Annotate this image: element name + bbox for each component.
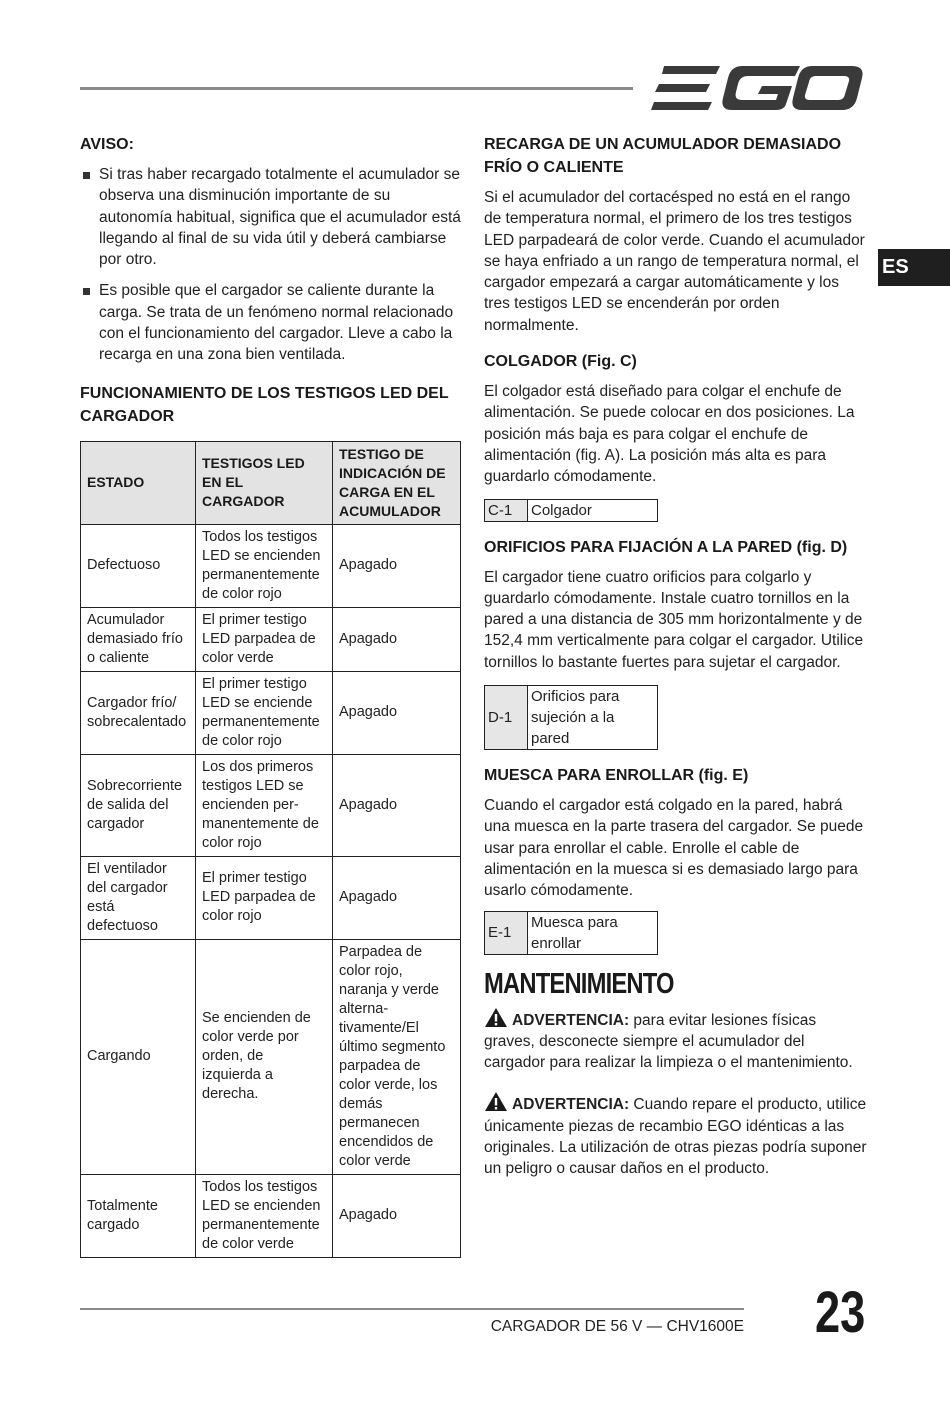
ref-table-d <box>484 685 658 750</box>
header-rule <box>80 87 633 90</box>
bullet-square-icon <box>83 172 90 179</box>
table-cell: Apagado <box>333 524 461 607</box>
table-cell: Apagado <box>333 607 461 671</box>
table-cell: El primer testigo LED se enciende permanentemente de color rojo <box>196 671 333 754</box>
led-heading: FUNCIONAMIENTO DE LOS TESTIGOS LED DEL CARGADOR <box>80 384 449 425</box>
ref-label: Colgador <box>528 499 658 521</box>
colgador-text: El colgador está diseñado para colgar el enchufe de alimentación. Se puede colocar en dos posiciones. La posición más baja es para colgar el enchufe de alimentación (fig. A). La posición más alta es para guardarlo cómodamente. <box>484 383 855 486</box>
table-row <box>81 671 461 754</box>
table-cell: Parpadea de color rojo, naranja y verde alterna-tivamente/El último segmento parpadea de color verde, los demás permanecen encendidos de color verde <box>333 939 461 1174</box>
orificios-text: El cargador tiene cuatro orificios para colgarlo y guardarlo cómodamente. Instale cuatro tornillos en la pared a una distancia de 305 mm horizontalmente y de 152,4 mm verticalmente para colgar el cargador. Utilice tornillos lo bastante fuertes para sujetar el cargador. <box>484 568 864 671</box>
ref-label: Orificios para sujeción a la pared <box>528 686 658 750</box>
footer-title: CARGADOR DE 56 V — CHV1600E <box>490 1318 744 1335</box>
ref-table-c <box>484 499 658 522</box>
table-cell: Defectuoso <box>81 524 196 607</box>
table-cell: El primer testigo LED parpadea de color rojo <box>196 856 333 939</box>
table-row <box>485 686 658 750</box>
table-cell: Sobrecorriente de salida del cargador <box>81 754 196 856</box>
colgador-heading: COLGADOR (Fig. C) <box>484 353 637 371</box>
table-cell: Todos los testigos LED se encienden permanentemente de color rojo <box>196 524 333 607</box>
warning-2 <box>484 1091 869 1179</box>
list-item: Es posible que el cargador se caliente durante la carga. Se trata de un fenómeno normal relacionado con el funcionamiento del cargador. Lleve a cabo la recarga en una zona bien ventilada. <box>80 280 462 365</box>
table-row <box>81 524 461 607</box>
table-cell: Cargador frío/ sobrecalentado <box>81 671 196 754</box>
right-column <box>484 133 869 1180</box>
table-header-row <box>81 441 461 524</box>
ref-key: E-1 <box>485 911 528 954</box>
table-cell: Apagado <box>333 856 461 939</box>
list-item: Si tras haber recargado totalmente el acumulador se observa una disminución importante de su autonomía habitual, significa que el acumulador está llegando al final de su vida útil y deberá cambiarse por otro. <box>80 164 462 270</box>
muesca-text: Cuando el cargador está colgado en la pared, habrá una muesca en la parte trasera del cargador. Se puede usar para enrollar el cable. Enrolle el cable de alimentación en la muesca si es demasiado largo para usarlo cómodamente. <box>484 797 864 900</box>
table-row <box>81 856 461 939</box>
warning-triangle-icon <box>484 1007 508 1028</box>
language-tab: ES <box>878 249 950 286</box>
ref-key: D-1 <box>485 686 528 750</box>
table-cell: Se encienden de color verde por orden, de izquierda a derecha. <box>196 939 333 1174</box>
table-cell: Apagado <box>333 671 461 754</box>
table-row <box>81 754 461 856</box>
column-header: TESTIGOS LED EN EL CARGADOR <box>196 441 333 524</box>
table-cell: Todos los testigos LED se encienden permanentemente de color verde <box>196 1174 333 1257</box>
table-row <box>81 939 461 1174</box>
mantenimiento-heading: MANTENIMIENTO <box>484 967 674 1000</box>
aviso-heading: AVISO: <box>80 136 134 153</box>
table-cell: El ventilador del cargador está defectuoso <box>81 856 196 939</box>
ref-table-e <box>484 911 658 955</box>
table-cell: Acumulador demasiado frío o caliente <box>81 607 196 671</box>
column-header: ESTADO <box>81 441 196 524</box>
ref-key: C-1 <box>485 499 528 521</box>
table-row <box>485 499 658 521</box>
table-row <box>81 607 461 671</box>
table-cell: El primer testigo LED parpadea de color verde <box>196 607 333 671</box>
recarga-text: Si el acumulador del cortacésped no está en el rango de temperatura normal, el primero de los tres testigos LED parpadeará de color verde. Cuando el acumulador se haya enfriado a un rango de temperatura normal, el cargador empezará a cargar automáticamente y los tres testigos LED se encenderán por orden normalmente. <box>484 189 865 334</box>
table-cell: Cargando <box>81 939 196 1174</box>
page-number: 23 <box>815 1280 866 1345</box>
table-cell: Los dos primeros testigos LED se encienden per-manentemente de color rojo <box>196 754 333 856</box>
table-row <box>485 911 658 954</box>
ego-logo <box>650 62 865 114</box>
table-cell: Apagado <box>333 1174 461 1257</box>
recarga-heading: RECARGA DE UN ACUMULADOR DEMASIADO FRÍO O CALIENTE <box>484 136 842 176</box>
table-row <box>81 1174 461 1257</box>
warning-1 <box>484 1007 869 1074</box>
table-cell: Totalmente cargado <box>81 1174 196 1257</box>
led-status-table <box>80 441 461 1258</box>
bullet-square-icon <box>83 288 90 295</box>
left-column <box>80 133 462 1258</box>
warning-label: ADVERTENCIA: <box>512 1096 630 1114</box>
ref-label: Muesca para enrollar <box>528 911 658 954</box>
footer-rule <box>80 1308 744 1310</box>
warning-text: Cuando repare el producto, utilice únicamente piezas de recambio EGO idénticas a las originales. La utilización de otras piezas podría suponer un peligro o causar daños en el producto. <box>484 1096 867 1178</box>
table-cell: Apagado <box>333 754 461 856</box>
warning-label: ADVERTENCIA: <box>512 1011 630 1029</box>
warning-triangle-icon <box>484 1091 508 1112</box>
warning-text: para evitar lesiones físicas graves, desconecte siempre el acumulador del cargador para realizar la limpieza o el mantenimiento. <box>484 1011 853 1072</box>
aviso-list <box>80 164 462 366</box>
column-header: TESTIGO DE INDICACIÓN DE CARGA EN EL ACUMULADOR <box>333 441 461 524</box>
orificios-heading: ORIFICIOS PARA FIJACIÓN A LA PARED (fig. D) <box>484 538 848 556</box>
muesca-heading: MUESCA PARA ENROLLAR (fig. E) <box>484 767 749 785</box>
